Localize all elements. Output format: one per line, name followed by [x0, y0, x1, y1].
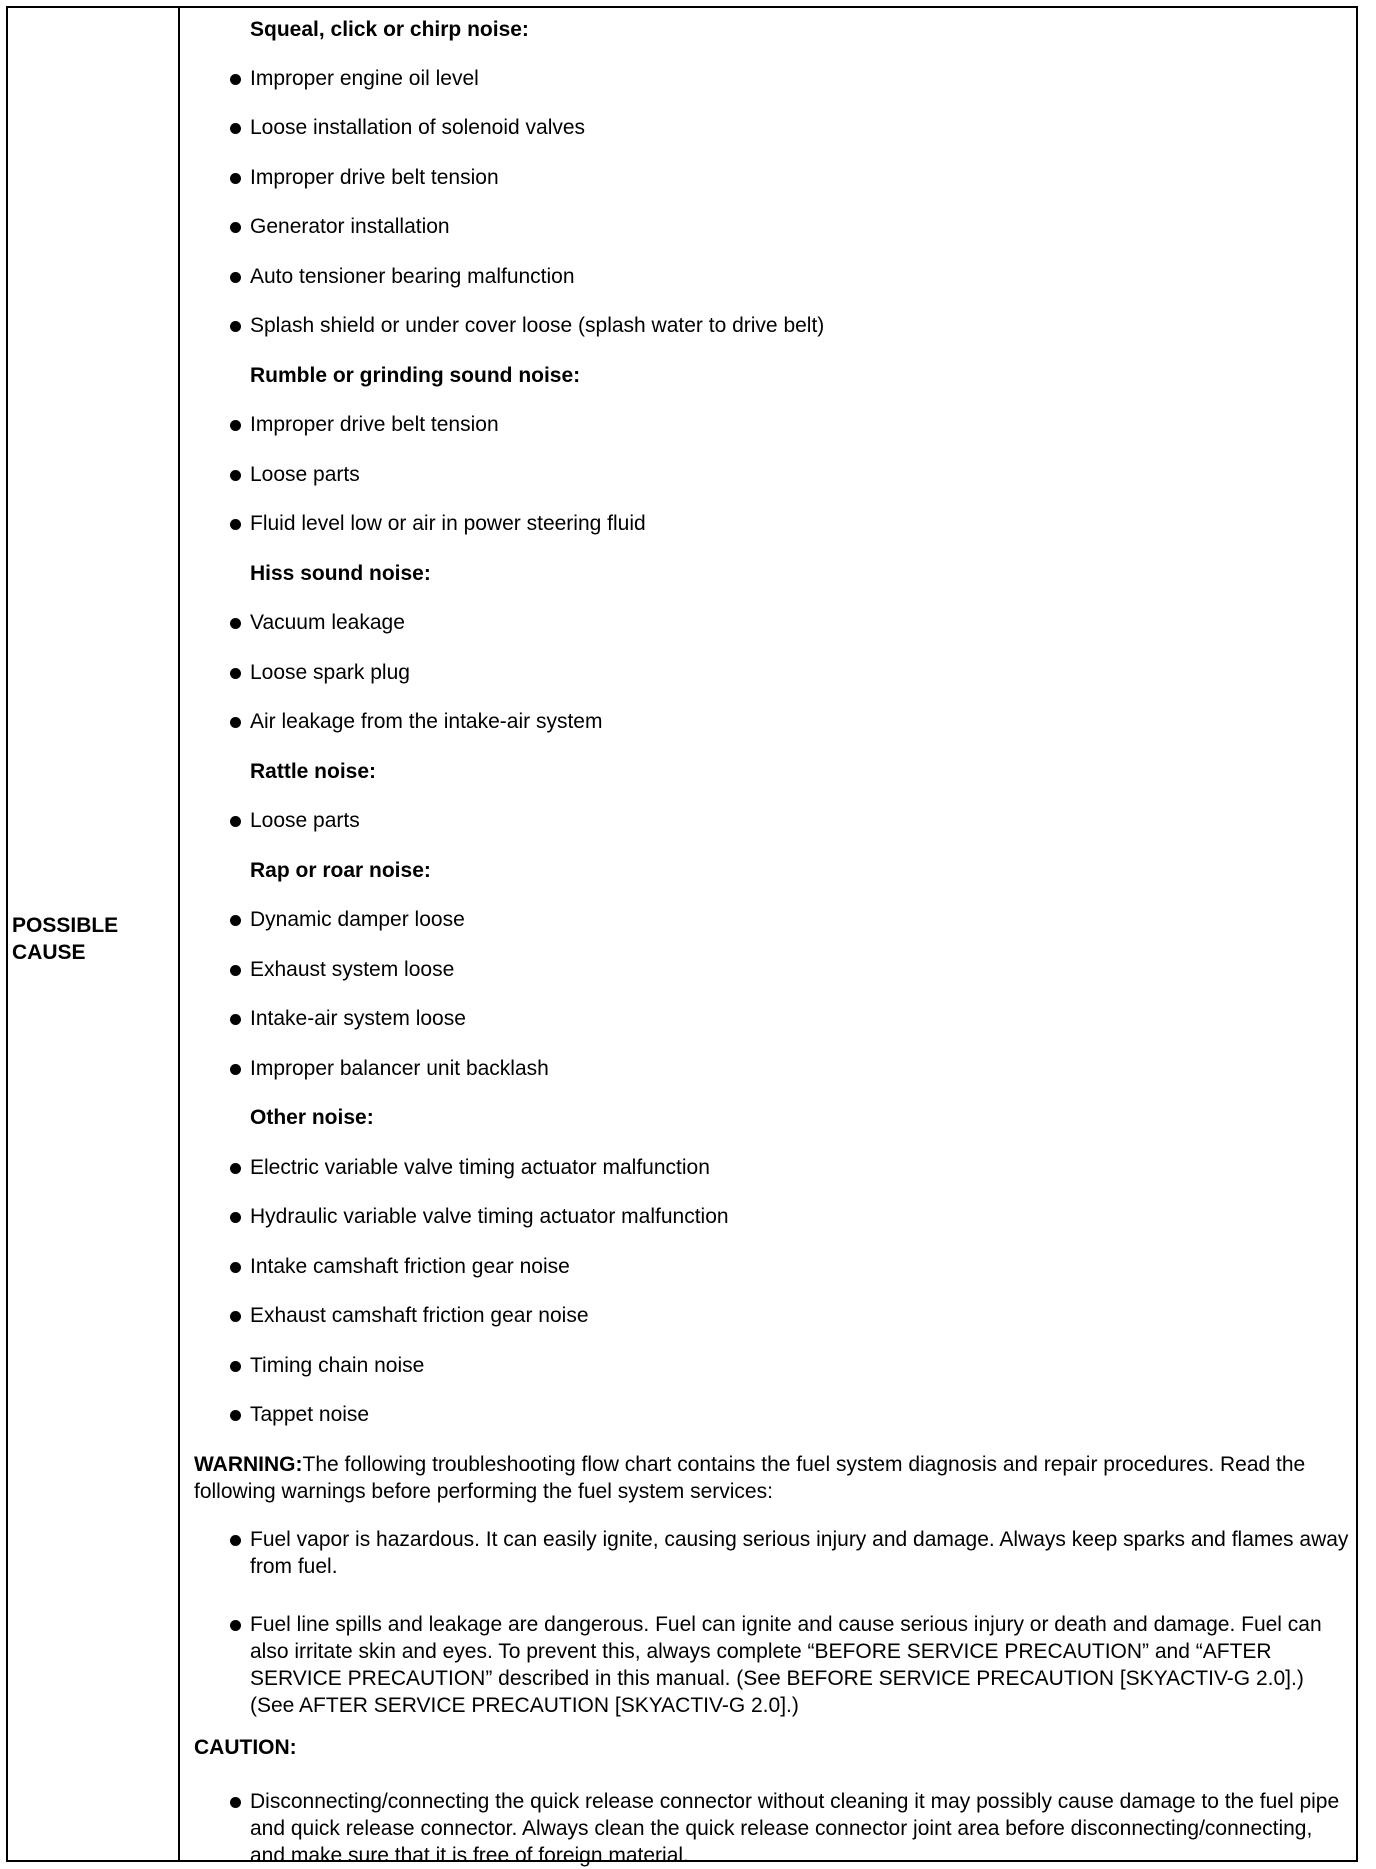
- bullet-icon: [230, 1014, 241, 1025]
- bullet-icon: [230, 1212, 241, 1223]
- bullet-icon: [230, 668, 241, 679]
- bullet-icon: [230, 915, 241, 926]
- bullet-icon: [230, 1361, 241, 1372]
- section-heading-hiss: Hiss sound noise:: [250, 562, 431, 585]
- bullet-icon: [230, 965, 241, 976]
- section-heading-other: Other noise:: [250, 1106, 374, 1129]
- section-heading-rap: Rap or roar noise:: [250, 859, 431, 882]
- row-label-line2: CAUSE: [12, 941, 86, 964]
- bullet-icon: [230, 816, 241, 827]
- row-label: [12, 912, 118, 966]
- bullet-icon: [230, 1311, 241, 1322]
- caution-label: CAUTION:: [194, 1736, 297, 1759]
- section-heading-rumble: Rumble or grinding sound noise:: [250, 364, 581, 387]
- bullet-icon: [230, 1064, 241, 1075]
- bullet-icon: [230, 272, 241, 283]
- bullet-icon: [230, 173, 241, 184]
- bullet-icon: [230, 1163, 241, 1174]
- possible-cause-table: POSSIBLE CAUSE Squeal, click or chirp noise: Improper engine oil level Loose installation of solenoid valves Improper drive belt tension Generator installation Auto tensioner bearing malfunction Splash shield or under cover loose (splash water to drive belt) Rumble or grinding sound noise: Improper drive belt tension Loose parts Fluid level low or air in power steering fluid Hiss sound noise: Vacuum leakage Loose spark plug Air leakage from the intake-air system Rattle noise: Loose parts Rap or roar noise: Dynamic damper loose Exhaust system loose Intake-air system loose Improper balancer unit backlash Other noise: Electric variable valve timing actuator malfunction Hydraulic variable valve timing actuator malfunction Intake camshaft friction gear noise Exhaust camshaft friction gear noise Timing chain noise Tappet noise WARNING:The following troubleshooting flow chart contains the fuel system diagnosis and repair procedures. Read the following warnings before performing the fuel system services: Fuel vapor is hazardous. It can easily ignite, causing serious injury and damage. Always keep sparks and flames away from fuel. Fuel line spills and leakage are dangerous. Fuel can ignite and cause serious injury or death and damage. Fuel can also irritate skin and eyes. To prevent this, always complete “BEFORE SERVICE PRECAUTION” and “AFTER SERVICE PRECAUTION” described in this manual. (See BEFORE SERVICE PRECAUTION [SKYACTIV-G 2.0].) (See AFTER SERVICE PRECAUTION [SKYACTIV-G 2.0].) CAUTION: Disconnecting/connecting the quick release connector without cleaning it may possibly cause damage to the fuel pipe and quick release connector. Always clean the quick release connector joint area before disconnecting/connecting, and make sure that it is free of foreign material.: [6, 6, 1358, 1862]
- warning-label: WARNING:: [194, 1453, 303, 1476]
- section-heading-squeal: Squeal, click or chirp noise:: [250, 18, 529, 41]
- bullet-icon: [230, 618, 241, 629]
- section-heading-rattle: Rattle noise:: [250, 760, 377, 783]
- row-label-line1: POSSIBLE: [12, 914, 119, 937]
- bullet-icon: [230, 321, 241, 332]
- bullet-icon: [230, 420, 241, 431]
- bullet-icon: [230, 717, 241, 728]
- bullet-icon: [230, 74, 241, 85]
- bullet-icon: [230, 519, 241, 530]
- warning-paragraph: [194, 1451, 1354, 1505]
- warning-text: The following troubleshooting flow chart contains the fuel system diagnosis and repair procedures. Read the following warnings before performing the fuel system services:: [194, 1453, 1306, 1503]
- bullet-icon: [230, 123, 241, 134]
- bullet-icon: [230, 1262, 241, 1273]
- label-column: [8, 8, 180, 1860]
- bullet-icon: [230, 1620, 241, 1631]
- bullet-icon: [230, 1410, 241, 1421]
- bullet-icon: [230, 470, 241, 481]
- bullet-icon: [230, 222, 241, 233]
- bullet-icon: [230, 1797, 241, 1808]
- bullet-icon: [230, 1535, 241, 1546]
